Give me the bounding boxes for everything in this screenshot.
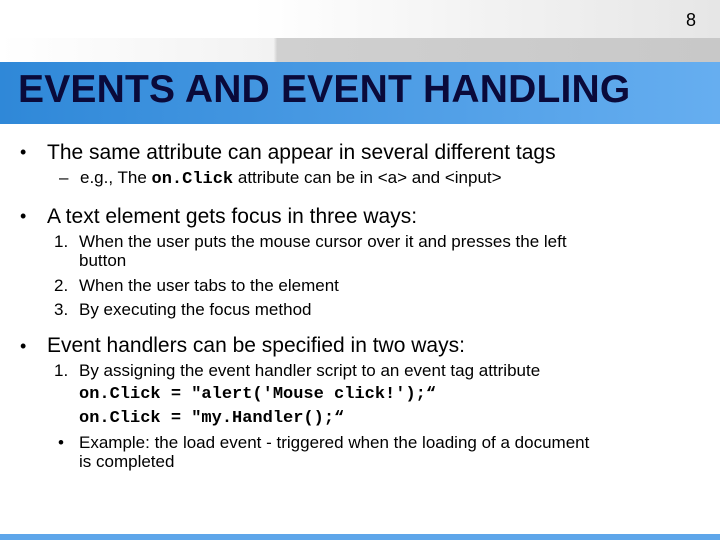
bullet-marker: • [20,142,27,162]
footer-line [0,534,720,540]
bullet-marker: • [20,336,27,356]
code-line: on.Click = "my.Handler();“ [79,409,345,428]
header-grey-band [0,38,720,62]
list-number: 1. [54,361,69,380]
slide-number: 8 [685,10,696,30]
list-item: By assigning the event handler script to an event tag attribute [79,361,541,380]
code-snippet: on.Click [151,170,234,189]
bullet-text: Event handlers can be specified in two ways: [47,334,465,357]
bullet-marker: • [20,206,27,226]
bullet-text: A text element gets focus in three ways: [47,205,418,228]
list-number: 2. [54,276,69,295]
sub-bullet-prefix: e.g., The [80,168,152,187]
list-item: When the user tabs to the element [79,276,339,295]
example-marker: • [58,433,64,452]
list-number: 3. [54,300,69,319]
list-item: By executing the focus method [79,300,312,319]
sub-bullet [80,168,502,189]
example-text: Example: the load event - triggered when the loading of a document [79,433,590,452]
code-line: on.Click = "alert('Mouse click!');“ [79,385,437,404]
bullet-text: The same attribute can appear in several different tags [47,141,556,164]
list-item-continuation: button [79,251,127,270]
sub-bullet-suffix: attribute can be in <a> and <input> [233,168,502,187]
slide-title: EVENTS AND EVENT HANDLING [18,68,631,111]
list-number: 1. [54,232,69,251]
list-item: When the user puts the mouse cursor over it and presses the left [79,232,567,251]
sub-bullet-marker: – [59,168,69,187]
example-text-continuation: is completed [79,452,175,471]
